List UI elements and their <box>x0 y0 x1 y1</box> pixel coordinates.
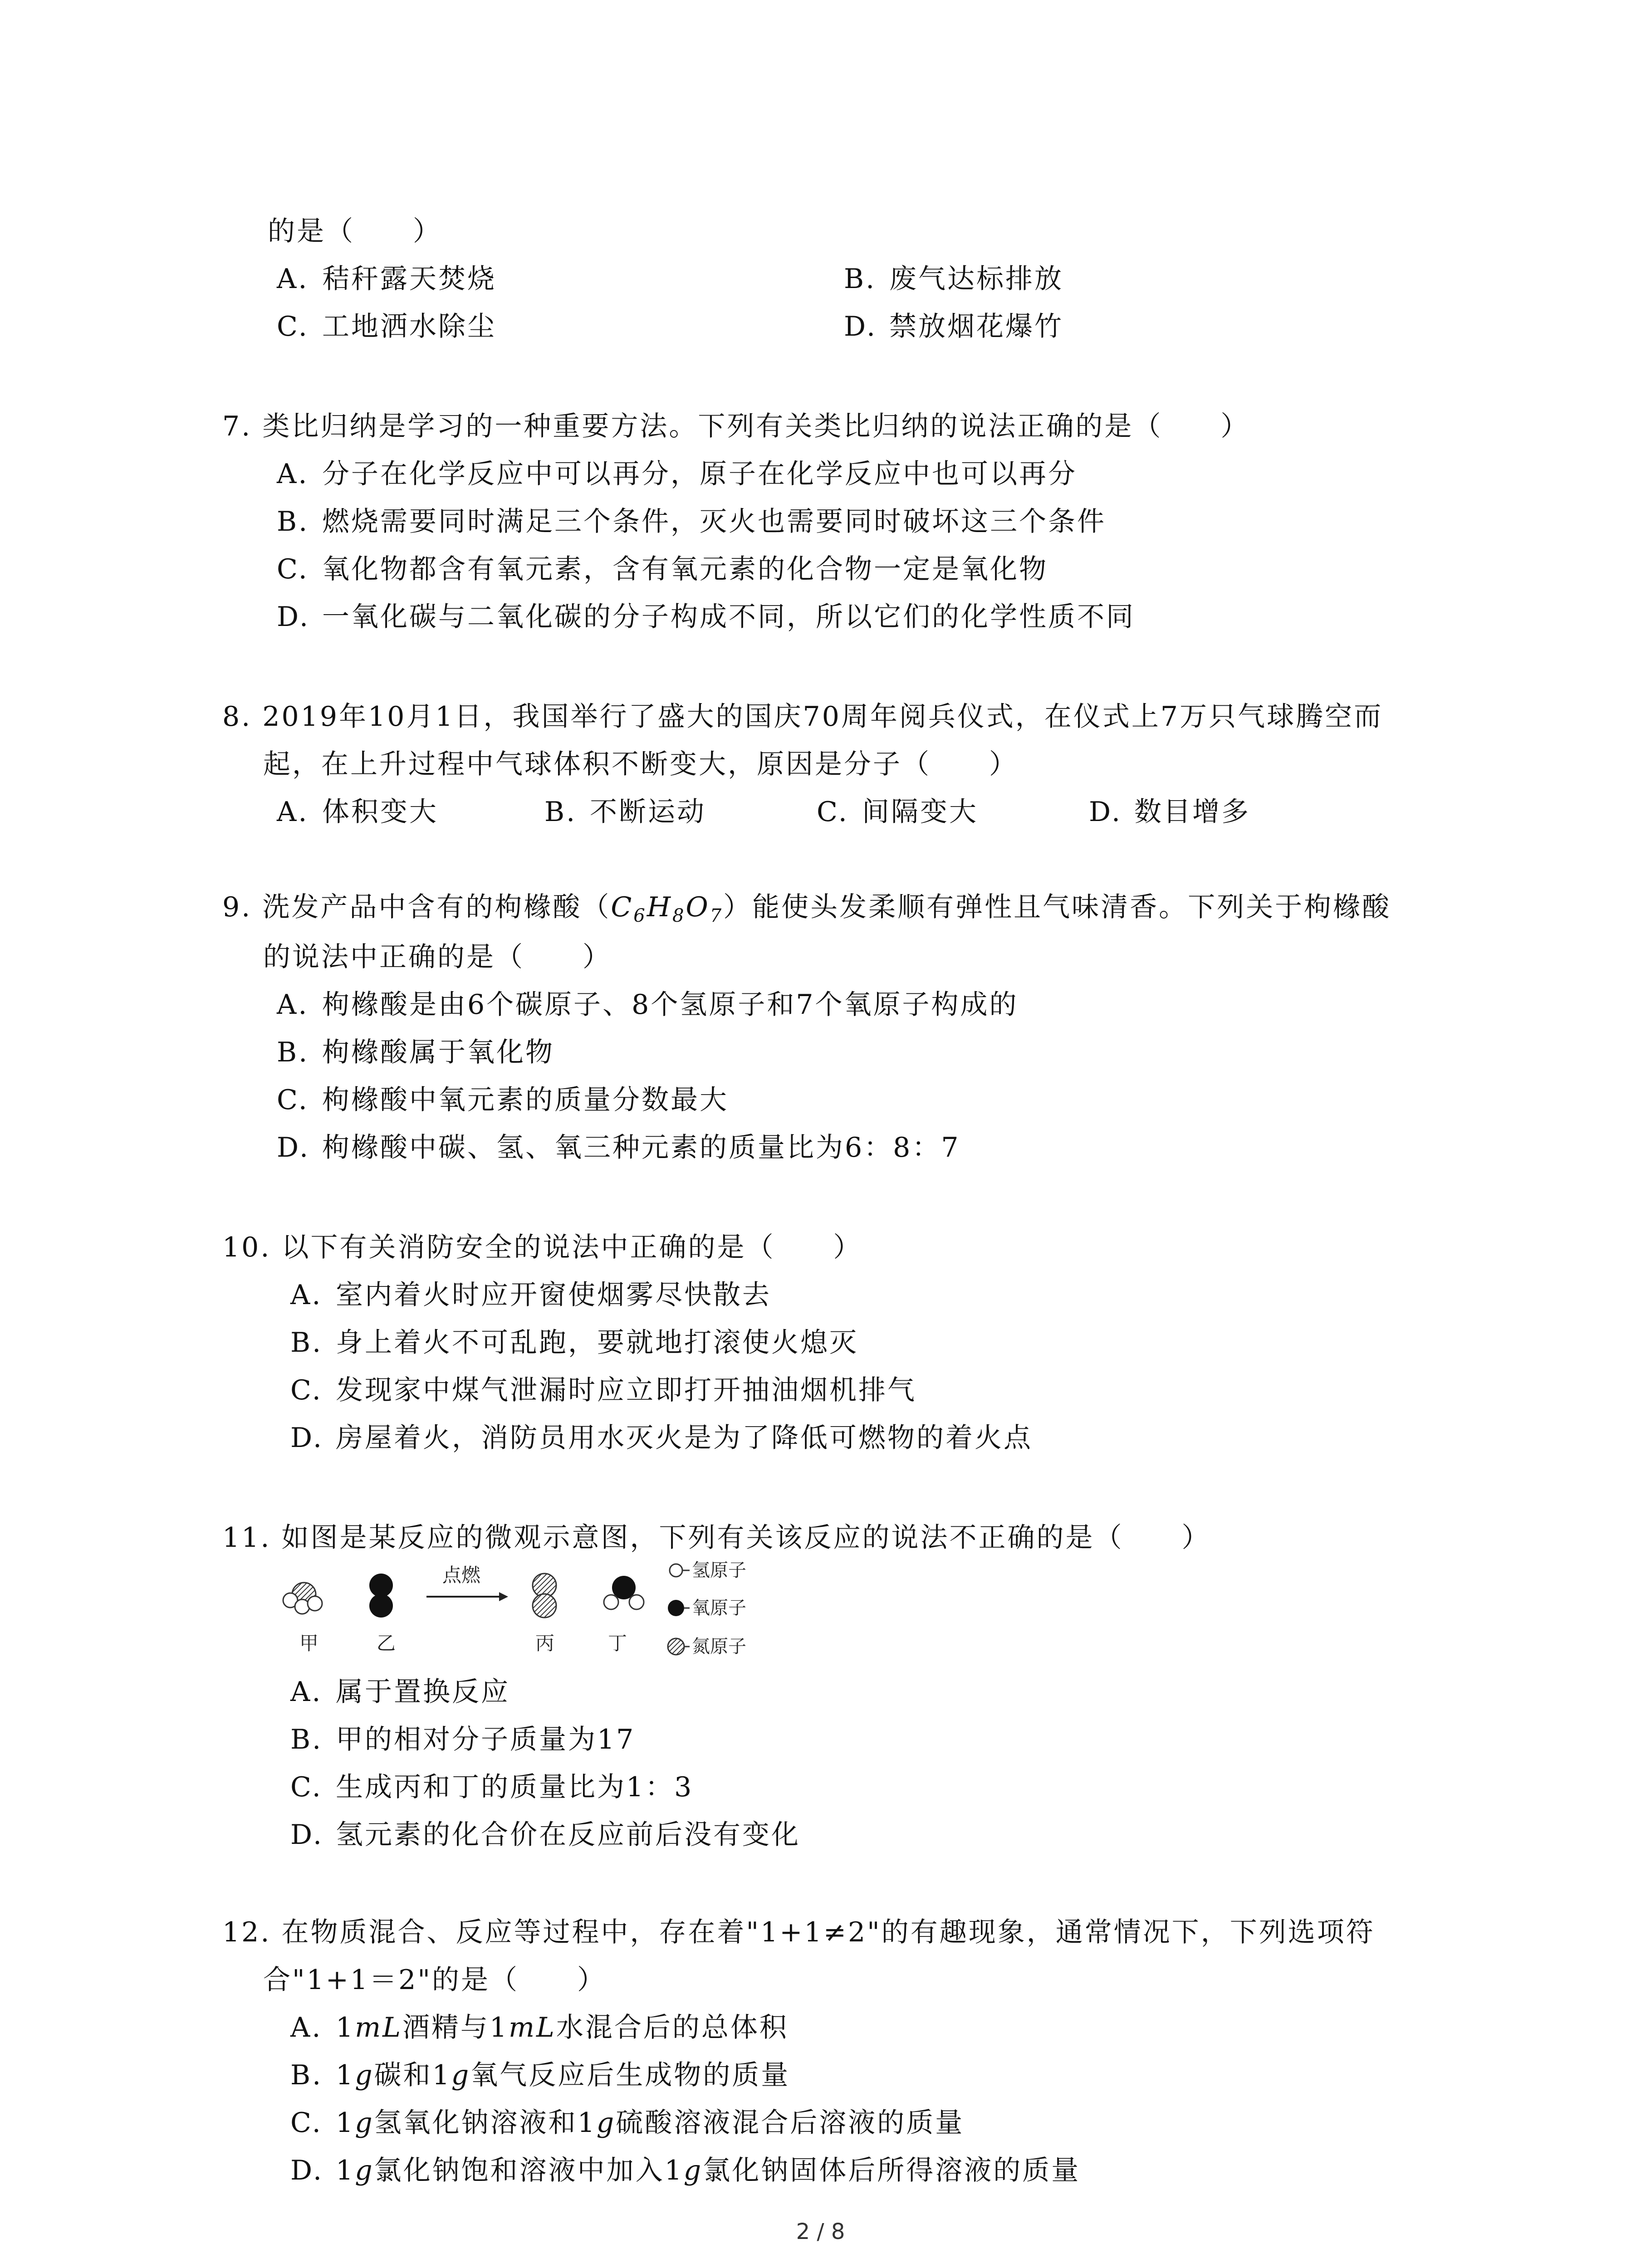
option-text: 分子在化学反应中可以再分，原子在化学反应中也可以再分 <box>322 458 1077 490</box>
option-text: 枸橼酸中氧元素的质量分数最大 <box>322 1084 729 1116</box>
oxygen-atom-icon <box>668 1600 684 1616</box>
option-letter: D. <box>277 601 310 633</box>
option-text: 禁放烟花爆竹 <box>889 311 1063 342</box>
q9-option-b <box>277 1034 554 1070</box>
option-letter: C. <box>277 311 309 342</box>
option-letter: C. <box>290 1771 323 1803</box>
option-text: 氢元素的化合价在反应前后没有变化 <box>336 1819 800 1851</box>
product-water-molecule <box>604 1576 644 1609</box>
q10-option-d <box>290 1420 1033 1456</box>
q11-option-a <box>290 1674 510 1710</box>
q10-option-c <box>290 1372 916 1408</box>
unit: mL <box>509 2012 556 2043</box>
question-text: 类比归纳是学习的一种重要方法。下列有关类比归纳的说法正确的是（ ） <box>262 411 1250 442</box>
option-letter: D. <box>277 1132 310 1163</box>
q7-option-b <box>277 503 1106 540</box>
q10-stem <box>222 1229 862 1266</box>
q9-option-d <box>277 1129 960 1166</box>
question-number: 11. <box>222 1522 271 1554</box>
option-letter: B. <box>290 1724 323 1755</box>
question-number: 10. <box>222 1232 271 1263</box>
label-reaction-condition: 点燃 <box>442 1564 481 1586</box>
option-letter: A. <box>277 989 309 1021</box>
q12-stem-line2: 合"1+1＝2"的是（ ） <box>263 1964 606 1996</box>
q9-stem-line1 <box>222 889 1391 934</box>
option-letter: B. <box>277 506 309 538</box>
option-letter: D. <box>290 2155 324 2186</box>
unit: g <box>355 2059 374 2091</box>
q9-option-c <box>277 1082 729 1118</box>
option-text: 工地洒水除尘 <box>322 311 496 342</box>
question-text: 在物质混合、反应等过程中，存在着"1+1≠2"的有趣现象，通常情况下，下列选项符 <box>281 1916 1375 1948</box>
option-text: 一氧化碳与二氧化碳的分子构成不同，所以它们的化学性质不同 <box>322 601 1135 633</box>
legend-hydrogen: 氢原子 <box>692 1560 746 1581</box>
question-text-pre: 洗发产品中含有的枸橼酸（ <box>262 891 611 923</box>
option-text: 房屋着火，消防员用水灭火是为了降低可燃物的着火点 <box>336 1422 1033 1454</box>
question-text: 如图是某反应的微观示意图，下列有关该反应的说法不正确的是（ ） <box>281 1522 1211 1554</box>
option-text: 废气达标排放 <box>889 263 1063 295</box>
q12-stem-line1 <box>222 1914 1375 1950</box>
legend-nitrogen: 氮原子 <box>692 1636 746 1657</box>
label-reactant-2: 乙 <box>377 1632 396 1654</box>
option-letter: D. <box>290 1819 324 1851</box>
option-text: 枸橼酸是由6个碳原子、8个氢原子和7个氧原子构成的 <box>322 989 1019 1021</box>
reactant-ammonia-molecule <box>283 1583 322 1614</box>
reaction-arrow <box>426 1592 508 1601</box>
option-text: 燃烧需要同时满足三个条件，灭火也需要同时破坏这三个条件 <box>322 506 1106 538</box>
option-text: 发现家中煤气泄漏时应立即打开抽油烟机排气 <box>336 1374 916 1406</box>
q9-option-a <box>277 987 1019 1023</box>
question-number: 8. <box>222 701 252 733</box>
label-product-2: 丁 <box>608 1632 627 1654</box>
option-text: 间隔变大 <box>862 796 978 828</box>
q10-option-a <box>290 1277 771 1313</box>
q12-option-c: C. 1g氢氧化钠溶液和1g硫酸溶液混合后溶液的质量 <box>290 2105 964 2141</box>
q8-option-b <box>544 794 706 830</box>
q7-stem <box>222 408 1249 445</box>
option-letter: B. <box>277 1036 309 1068</box>
q12-option-b: B. 1g碳和1g氧气反应后生成物的质量 <box>290 2057 790 2093</box>
q6-stem-tail: 的是（ ） <box>268 215 442 247</box>
q7-option-c <box>277 551 1048 587</box>
option-letter: C. <box>277 1084 309 1116</box>
option-letter: D. <box>844 311 877 342</box>
option-letter: D. <box>1089 796 1122 828</box>
page-number: 2 / 8 <box>796 2219 845 2244</box>
q12-option-d: D. 1g氯化钠饱和溶液中加入1g氯化钠固体后所得溶液的质量 <box>290 2152 1080 2189</box>
q8-stem-line1 <box>222 699 1383 735</box>
option-letter: A. <box>277 796 309 828</box>
option-letter: A. <box>290 2012 323 2043</box>
option-letter: C. <box>290 1374 323 1406</box>
option-letter: A. <box>290 1279 323 1311</box>
q10-option-b <box>290 1325 858 1361</box>
option-letter: A. <box>277 263 309 295</box>
option-letter: D. <box>290 1422 324 1454</box>
q7-option-a <box>277 456 1077 492</box>
unit: g <box>355 2155 374 2186</box>
q6-option-b <box>844 261 1063 297</box>
citric-acid-formula: $C_6H_8O_7$ <box>611 891 724 926</box>
option-text: 身上着火不可乱跑，要就地打滚使火熄灭 <box>336 1327 858 1359</box>
q6-option-a <box>277 261 496 297</box>
option-text: 枸橼酸属于氧化物 <box>322 1036 554 1068</box>
label-reactant-1: 甲 <box>299 1632 319 1654</box>
question-number: 7. <box>222 411 252 442</box>
q8-option-a <box>277 794 438 830</box>
product-nitrogen-molecule <box>533 1574 556 1618</box>
unit: g <box>596 2107 616 2139</box>
q6-option-d <box>844 308 1063 345</box>
q8-stem-line2: 起，在上升过程中气球体积不断变大，原因是分子（ ） <box>263 748 1018 780</box>
q11-option-c <box>290 1769 693 1805</box>
option-letter: B. <box>290 2059 323 2091</box>
option-text: 秸秆露天焚烧 <box>322 263 496 295</box>
option-text: 生成丙和丁的质量比为1：3 <box>336 1771 694 1803</box>
question-text: 以下有关消防安全的说法中正确的是（ ） <box>281 1232 862 1263</box>
question-number: 12. <box>222 1916 271 1948</box>
q6-option-c <box>277 308 496 345</box>
q7-option-d <box>277 599 1135 635</box>
question-text: 2019年10月1日，我国举行了盛大的国庆70周年阅兵仪式，在仪式上7万只气球腾空而 <box>262 701 1383 733</box>
question-text-post: ）能使头发柔顺有弹性且气味清香。下列关于枸橼酸 <box>723 891 1391 923</box>
label-product-1: 丙 <box>535 1632 555 1654</box>
option-text: 不断运动 <box>590 796 706 828</box>
unit: g <box>355 2107 374 2139</box>
q12-option-a: A. 1mL酒精与1mL水混合后的总体积 <box>290 2009 789 2046</box>
q11-stem <box>222 1520 1211 1556</box>
unit: mL <box>355 2012 402 2043</box>
option-text: 氧化物都含有氧元素，含有氧元素的化合物一定是氧化物 <box>322 553 1048 585</box>
q11-option-d <box>290 1817 800 1853</box>
option-letter: C. <box>290 2107 323 2139</box>
unit: g <box>683 2155 703 2186</box>
option-letter: A. <box>290 1676 323 1708</box>
option-letter: A. <box>277 458 309 490</box>
option-text: 属于置换反应 <box>336 1676 510 1708</box>
legend-oxygen: 氧原子 <box>692 1598 746 1618</box>
q11-option-b <box>290 1721 635 1758</box>
option-text: 室内着火时应开窗使烟雾尽快散去 <box>336 1279 771 1311</box>
q9-stem-line2: 的说法中正确的是（ ） <box>263 941 612 973</box>
q8-option-d <box>1089 794 1250 830</box>
option-letter: B. <box>544 796 577 828</box>
legend-icons <box>668 1564 690 1655</box>
option-text: 数目增多 <box>1134 796 1250 828</box>
unit: g <box>451 2059 471 2091</box>
option-text: 体积变大 <box>322 796 438 828</box>
option-letter: B. <box>844 263 877 295</box>
option-letter: C. <box>817 796 849 828</box>
option-letter: B. <box>290 1327 323 1359</box>
reactant-oxygen-molecule <box>369 1574 393 1618</box>
question-number: 9. <box>222 891 252 923</box>
option-text: 枸橼酸中碳、氢、氧三种元素的质量比为6：8：7 <box>322 1132 960 1163</box>
nitrogen-atom-icon <box>668 1638 684 1655</box>
option-text: 甲的相对分子质量为17 <box>336 1724 636 1755</box>
hydrogen-atom-icon <box>670 1564 682 1577</box>
q8-option-c <box>817 794 978 830</box>
option-letter: C. <box>277 553 309 585</box>
